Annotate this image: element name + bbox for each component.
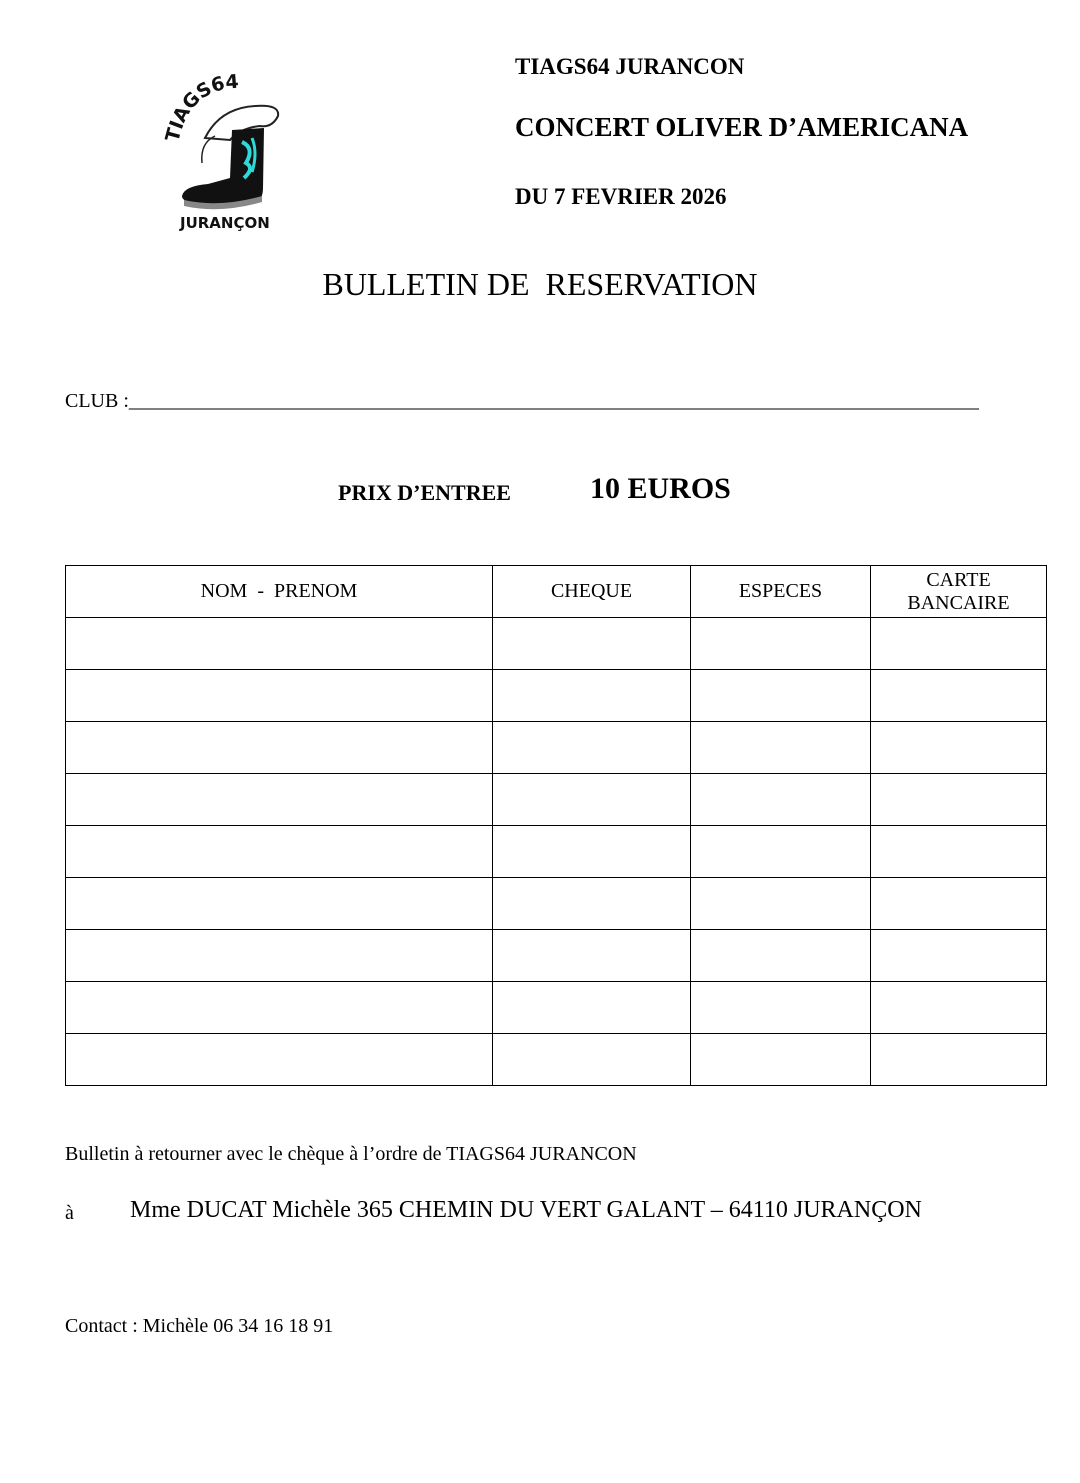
table-row xyxy=(66,1034,1047,1086)
price-label: PRIX D’ENTREE xyxy=(338,480,511,505)
name-cell[interactable] xyxy=(66,670,493,722)
carte-bancaire-cell[interactable] xyxy=(871,930,1047,982)
name-cell[interactable] xyxy=(66,774,493,826)
table-row xyxy=(66,930,1047,982)
especes-cell[interactable] xyxy=(691,930,871,982)
especes-cell[interactable] xyxy=(691,774,871,826)
especes-cell[interactable] xyxy=(691,670,871,722)
cheque-cell[interactable] xyxy=(493,1034,691,1086)
name-cell[interactable] xyxy=(66,930,493,982)
especes-cell[interactable] xyxy=(691,618,871,670)
name-cell[interactable] xyxy=(66,1034,493,1086)
table-row xyxy=(66,670,1047,722)
cheque-cell[interactable] xyxy=(493,930,691,982)
cheque-cell[interactable] xyxy=(493,722,691,774)
column-header-cheque: CHEQUE xyxy=(493,566,691,618)
carte-bancaire-cell[interactable] xyxy=(871,670,1047,722)
name-cell[interactable] xyxy=(66,982,493,1034)
table-row xyxy=(66,982,1047,1034)
table-header-row xyxy=(66,566,1047,618)
table-row xyxy=(66,722,1047,774)
especes-cell[interactable] xyxy=(691,982,871,1034)
carte-bancaire-cell[interactable] xyxy=(871,878,1047,930)
carte-bancaire-cell[interactable] xyxy=(871,618,1047,670)
reservation-table xyxy=(65,565,1047,1086)
column-header-especes: ESPECES xyxy=(691,566,871,618)
table-row xyxy=(66,774,1047,826)
address-prefix: à xyxy=(65,1202,74,1224)
name-cell[interactable] xyxy=(66,878,493,930)
column-header-name: NOM - PRENOM xyxy=(66,566,493,618)
cheque-cell[interactable] xyxy=(493,982,691,1034)
cheque-cell[interactable] xyxy=(493,774,691,826)
especes-cell[interactable] xyxy=(691,826,871,878)
table-row xyxy=(66,826,1047,878)
header-event-date: DU 7 FEVRIER 2026 xyxy=(515,184,727,209)
table-row xyxy=(66,618,1047,670)
column-header-carte-bancaire: CARTE BANCAIRE xyxy=(871,566,1047,618)
table-body xyxy=(66,618,1047,1086)
return-instruction: Bulletin à retourner avec le chèque à l’ordre de TIAGS64 JURANCON xyxy=(65,1143,637,1165)
club-logo xyxy=(160,68,285,236)
name-cell[interactable] xyxy=(66,618,493,670)
page-title: BULLETIN DE RESERVATION xyxy=(322,266,758,302)
table-row xyxy=(66,878,1047,930)
return-address: Mme DUCAT Michèle 365 CHEMIN DU VERT GALANT – 64110 JURANÇON xyxy=(130,1197,922,1223)
header-club-name: TIAGS64 JURANCON xyxy=(515,54,745,79)
cheque-cell[interactable] xyxy=(493,826,691,878)
name-cell[interactable] xyxy=(66,722,493,774)
carte-bancaire-cell[interactable] xyxy=(871,1034,1047,1086)
price-value: 10 EUROS xyxy=(590,472,731,505)
especes-cell[interactable] xyxy=(691,1034,871,1086)
name-cell[interactable] xyxy=(66,826,493,878)
carte-bancaire-cell[interactable] xyxy=(871,722,1047,774)
club-field[interactable]: CLUB :_____________________________________________________________________________________ xyxy=(65,390,979,412)
carte-bancaire-cell[interactable] xyxy=(871,774,1047,826)
especes-cell[interactable] xyxy=(691,878,871,930)
especes-cell[interactable] xyxy=(691,722,871,774)
contact-info: Contact : Michèle 06 34 16 18 91 xyxy=(65,1315,334,1337)
header-event-title: CONCERT OLIVER D’AMERICANA xyxy=(515,112,969,142)
carte-bancaire-cell[interactable] xyxy=(871,982,1047,1034)
cheque-cell[interactable] xyxy=(493,878,691,930)
cheque-cell[interactable] xyxy=(493,670,691,722)
carte-bancaire-cell[interactable] xyxy=(871,826,1047,878)
cheque-cell[interactable] xyxy=(493,618,691,670)
svg-text:TIAGS64: TIAGS64 xyxy=(161,70,240,145)
logo-bottom-text: JURANÇON xyxy=(180,214,270,232)
